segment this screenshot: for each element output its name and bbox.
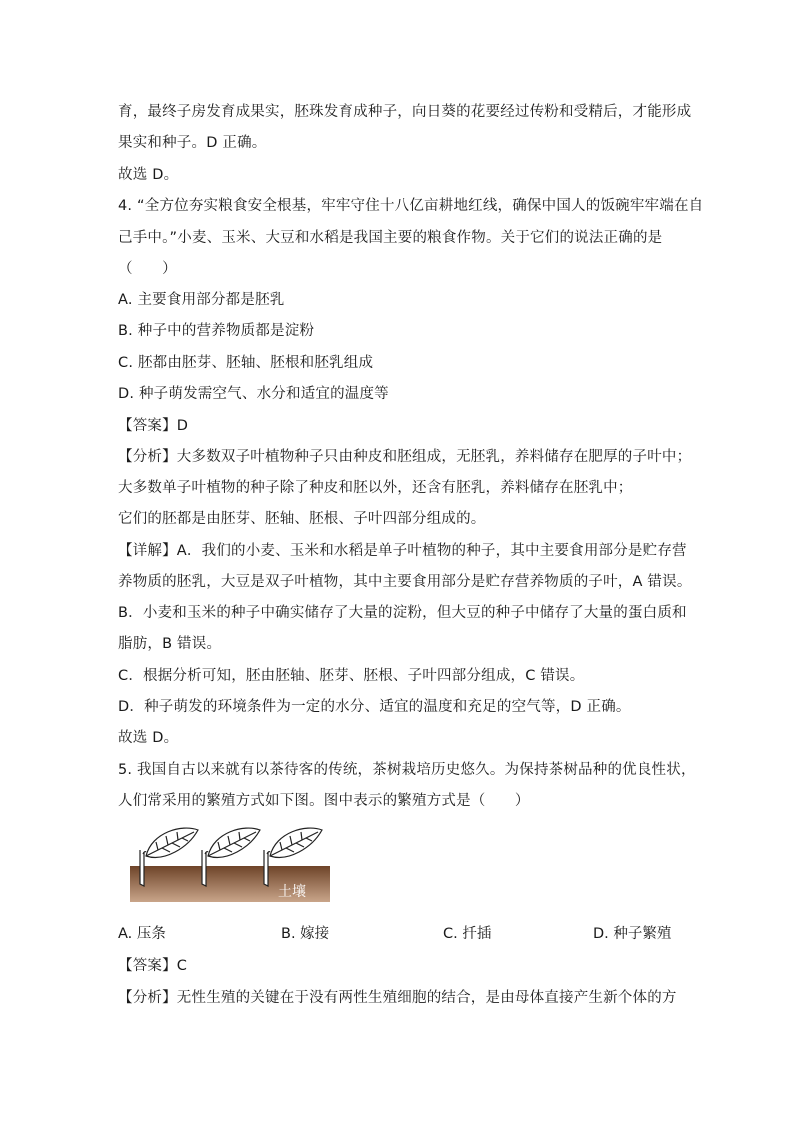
detail-line: C．根据分析可知，胚由胚轴、胚芽、胚根、子叶四部分组成，C 错误。	[118, 668, 585, 684]
question-5-stem: 人们常采用的繁殖方式如下图。图中表示的繁殖方式是（ ）	[118, 793, 530, 809]
answer-label: 【答案】C	[118, 958, 188, 974]
analysis-line: 它们的胚都是由胚芽、胚轴、胚根、子叶四部分组成的。	[118, 511, 486, 527]
analysis-line: 【分析】无性生殖的关键在于没有两性生殖细胞的结合，是由母体直接产生新个体的方	[118, 990, 677, 1006]
option-b: B. 种子中的营养物质都是淀粉	[118, 323, 315, 339]
q5-option-b: B. 嫁接	[281, 926, 330, 942]
detail-line: 【详解】A．我们的小麦、玉米和水稻是单子叶植物的种子，其中主要食用部分是贮存营	[118, 543, 687, 559]
question-4-stem: 4. “全方位夯实粮食安全根基，牢牢守住十八亿亩耕地红线，确保中国人的饭碗牢牢端在自	[118, 198, 704, 214]
option-c: C. 胚都由胚芽、胚轴、胚根和胚乳组成	[118, 355, 374, 371]
answer-label: 【答案】D	[118, 418, 189, 434]
detail-line: B．小麦和玉米的种子中确实储存了大量的淀粉，但大豆的种子中储存了大量的蛋白质和	[118, 605, 687, 621]
text-line: 故选 D。	[118, 167, 179, 183]
analysis-line: 【分析】大多数双子叶植物种子只由种皮和胚组成，无胚乳，养料储存在肥厚的子叶中；	[118, 449, 692, 465]
analysis-line: 大多数单子叶植物的种子除了种皮和胚以外，还含有胚乳，养料储存在胚乳中；	[118, 480, 633, 496]
answer-blank: （ ）	[118, 261, 177, 277]
option-d: D. 种子萌发需空气、水分和适宜的温度等	[118, 386, 389, 402]
question-4-stem: 己手中。”小麦、玉米、大豆和水稻是我国主要的粮食作物。关于它们的说法正确的是	[118, 230, 663, 246]
text-line: 故选 D。	[118, 730, 179, 746]
question-5-stem: 5. 我国自古以来就有以茶待客的传统，茶树栽培历史悠久。为保持茶树品种的优良性状，	[118, 762, 696, 778]
cutting-illustration	[128, 822, 334, 904]
q5-option-a: A. 压条	[118, 926, 166, 942]
detail-line: D．种子萌发的环境条件为一定的水分、适宜的温度和充足的空气等，D 正确。	[118, 699, 631, 715]
cutting-figure	[128, 822, 334, 904]
detail-line: 脂肪，B 错误。	[118, 636, 222, 652]
soil-label: 土壤	[278, 884, 306, 900]
detail-line: 养物质的胚乳，大豆是双子叶植物，其中主要食用部分是贮存营养物质的子叶，A 错误。	[118, 574, 692, 590]
text-line: 果实和种子。D 正确。	[118, 135, 267, 151]
text-line: 育，最终子房发育成果实，胚珠发育成种子，向日葵的花要经过传粉和受精后，才能形成	[118, 104, 692, 120]
q5-option-d: D. 种子繁殖	[593, 926, 672, 942]
option-a: A. 主要食用部分都是胚乳	[118, 292, 285, 308]
q5-option-c: C. 扦插	[443, 926, 492, 942]
